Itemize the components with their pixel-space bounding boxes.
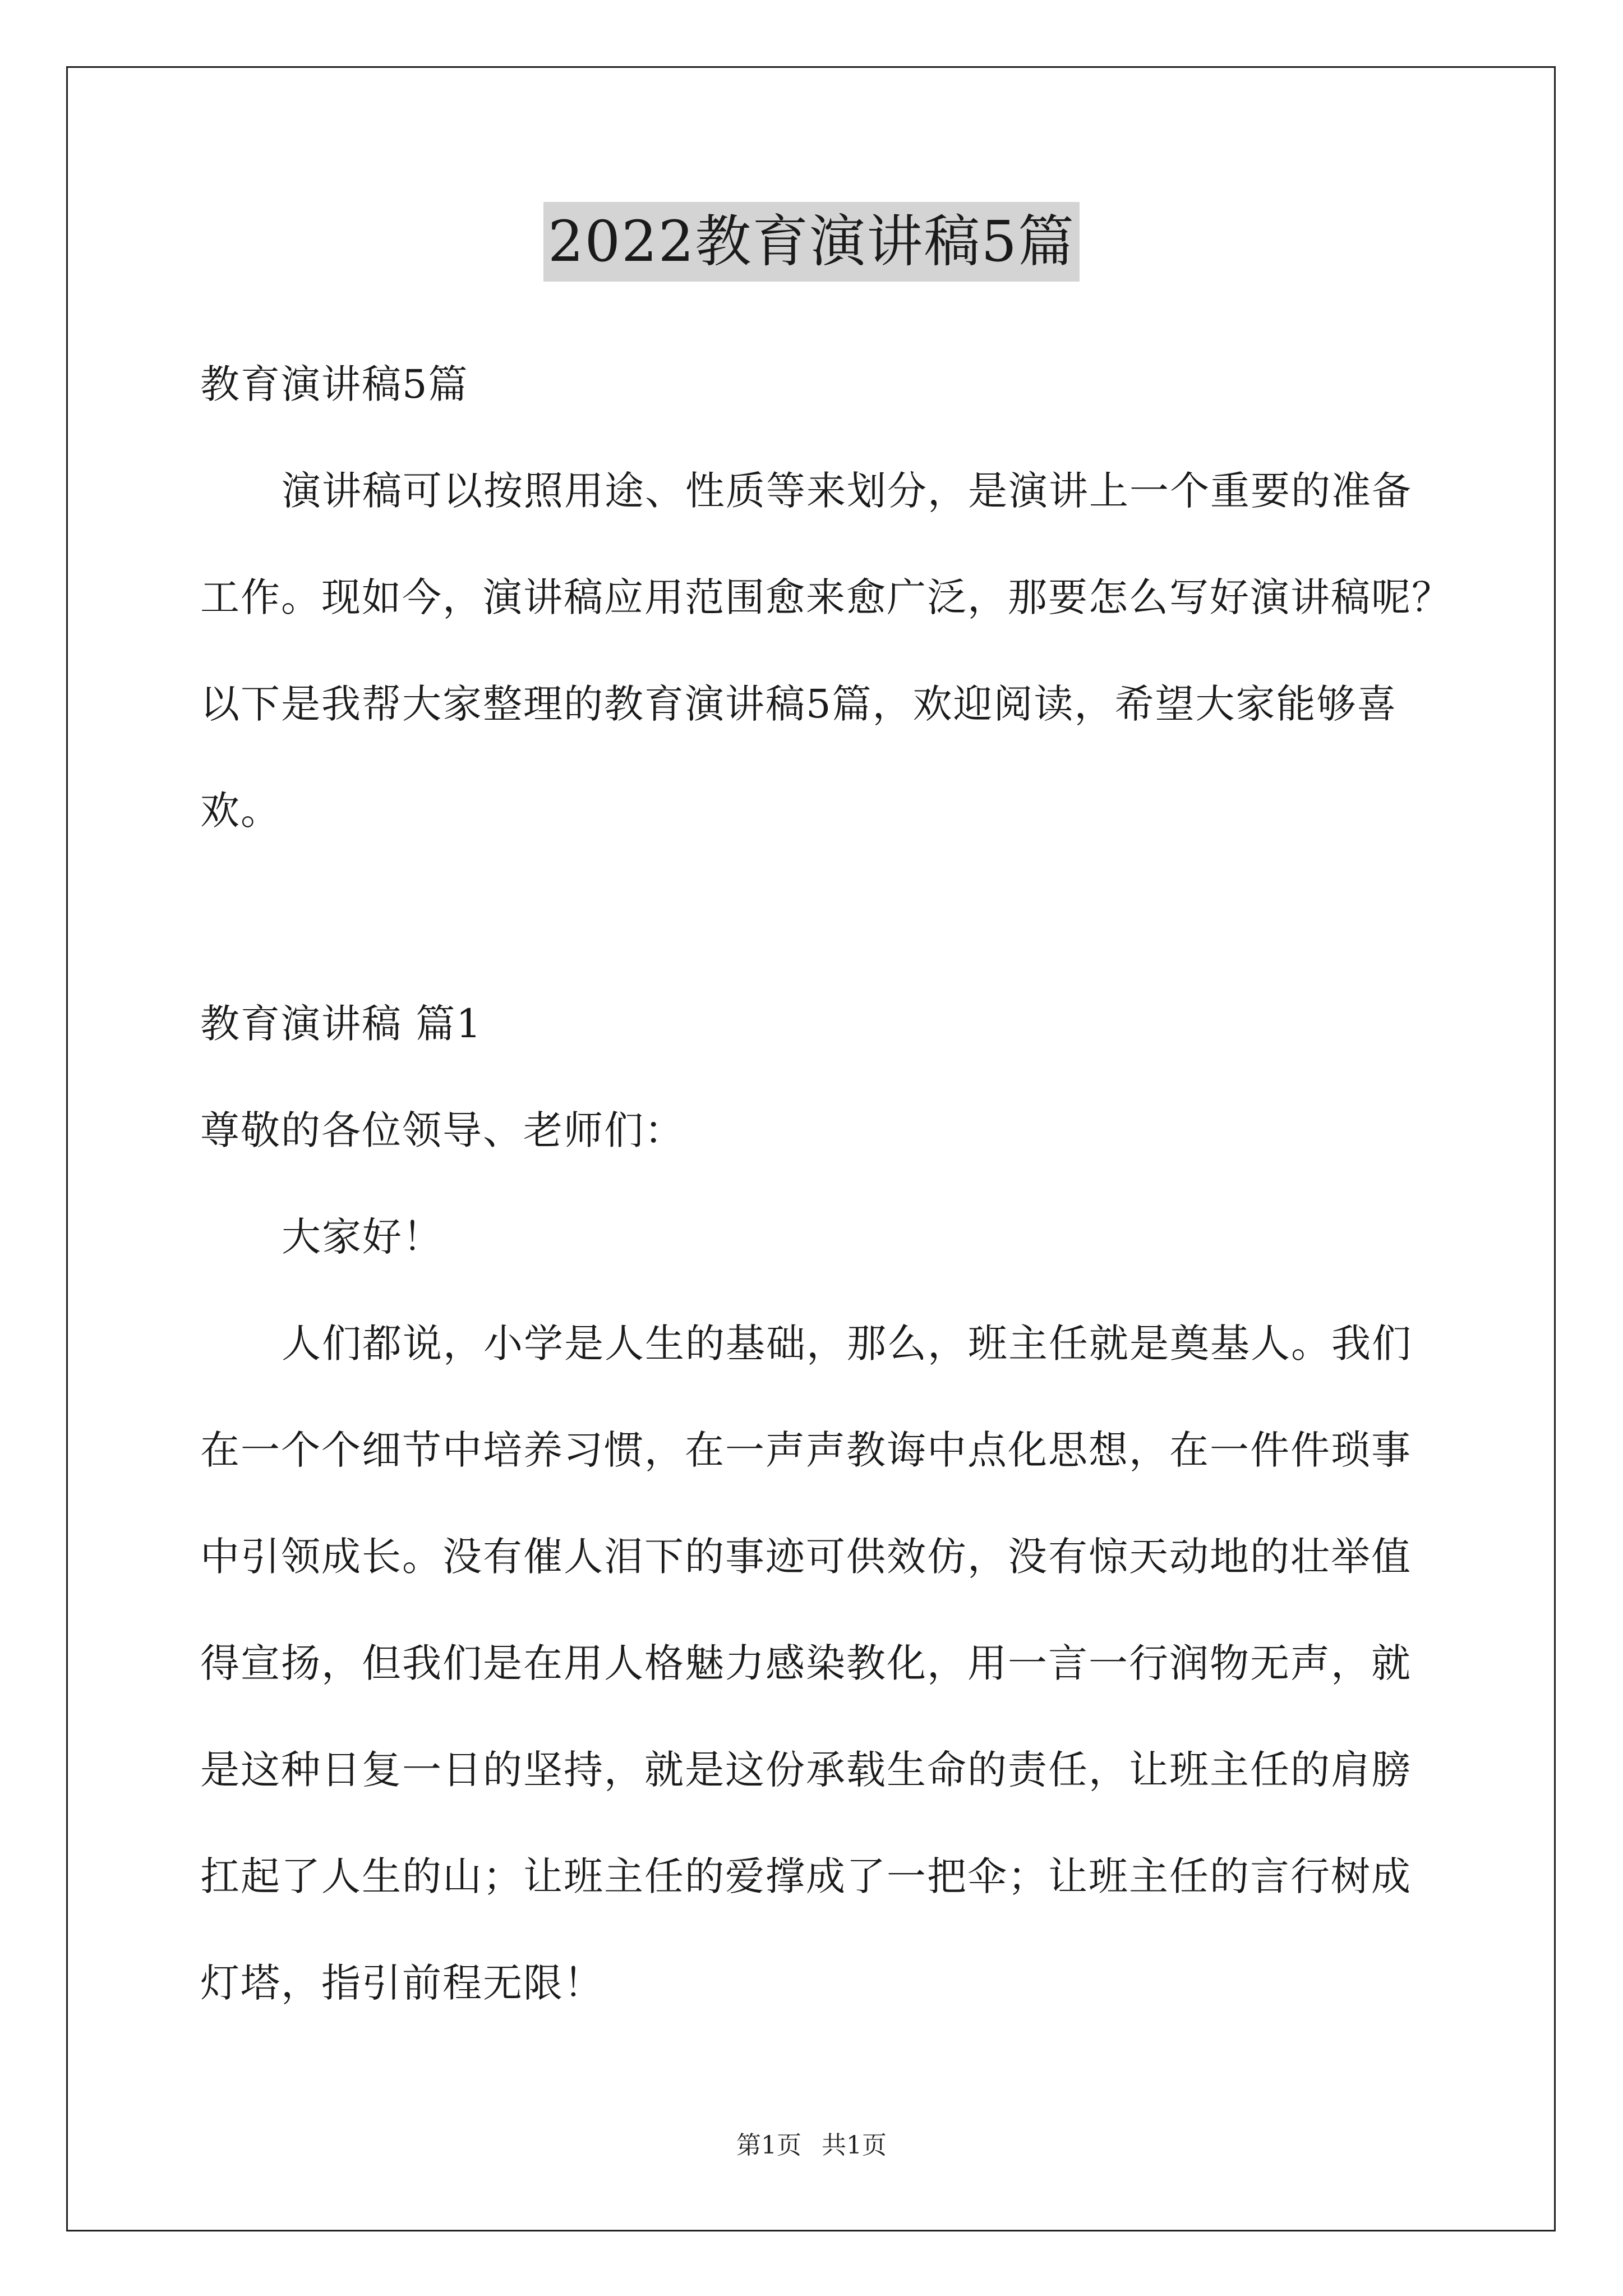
- text-line: 扛起了人生的山；让班主任的爱撑成了一把伞；让班主任的言行树成: [200, 1853, 1412, 1899]
- greeting: 大家好！: [282, 1214, 443, 1260]
- text-line: 欢。: [200, 788, 281, 834]
- document-title: 2022教育演讲稿5篇: [543, 202, 1080, 282]
- text-line: 在一个个细节中培养习惯，在一声声教诲中点化思想，在一件件琐事: [200, 1427, 1412, 1473]
- text-line: 是这种日复一日的坚持，就是这份承载生命的责任，让班主任的肩膀: [200, 1747, 1412, 1793]
- text-line: 人们都说，小学是人生的基础，那么，班主任就是奠基人。我们: [282, 1320, 1412, 1366]
- text-line: 以下是我帮大家整理的教育演讲稿5篇，欢迎阅读，希望大家能够喜: [200, 681, 1398, 727]
- text-line: 灯塔，指引前程无限！: [200, 1960, 604, 2006]
- page-number-current: 第1页: [736, 2131, 801, 2160]
- section-heading: 教育演讲稿 篇1: [200, 1001, 482, 1047]
- text-line: 得宣扬，但我们是在用人格魅力感染教化，用一言一行润物无声，就: [200, 1640, 1412, 1686]
- document-body: [200, 331, 1452, 2036]
- text-line: 工作。现如今，演讲稿应用范围愈来愈广泛，那要怎么写好演讲稿呢？: [200, 574, 1452, 620]
- title-container: [0, 202, 1623, 282]
- page-footer: [0, 2129, 1623, 2162]
- salutation: 尊敬的各位领导、老师们：: [200, 1107, 685, 1153]
- text-line: 演讲稿可以按照用途、性质等来划分，是演讲上一个重要的准备: [282, 468, 1412, 514]
- text-line: 中引领成长。没有催人泪下的事迹可供效仿，没有惊天动地的壮举值: [200, 1534, 1412, 1580]
- page-number-total: 共1页: [822, 2131, 887, 2160]
- text-line: 教育演讲稿5篇: [200, 361, 469, 407]
- blank-line: [200, 864, 1434, 970]
